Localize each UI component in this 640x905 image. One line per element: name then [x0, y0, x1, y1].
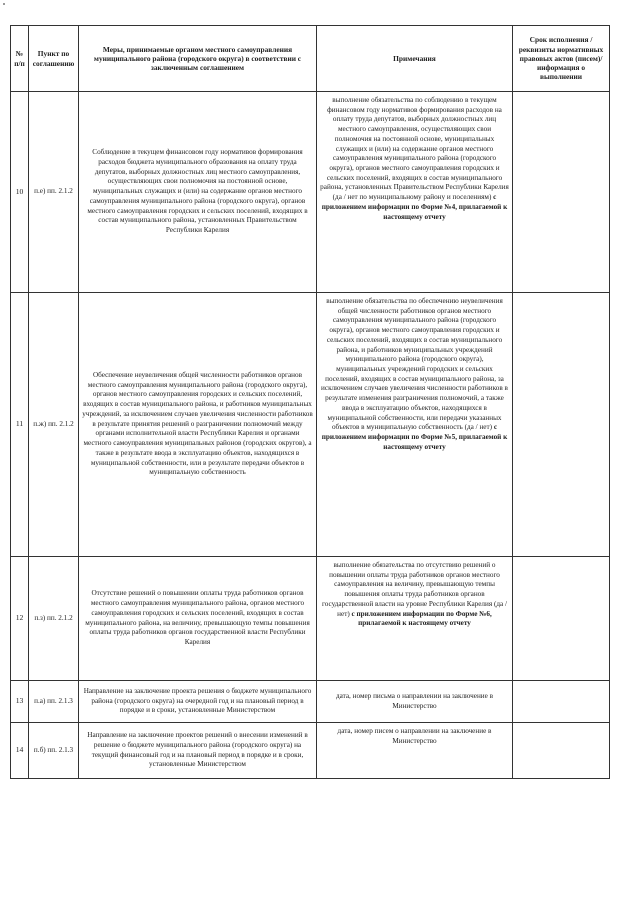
header-point: Пункт по соглашению: [29, 26, 79, 92]
header-notes: Примечания: [317, 26, 513, 92]
row-deadline: [513, 723, 610, 779]
note-attachment: с приложением информации по Форме №6, прилагаемой к настоящему отчету: [351, 609, 492, 628]
note-text: дата, номер письма о направлении на заключение в Министерство: [335, 691, 494, 710]
row-number: 13: [11, 681, 29, 723]
header-deadline: Срок исполнения / реквизиты нормативных правовых актов (писем)/ информация о выполнении: [513, 26, 610, 92]
row-number: 12: [11, 557, 29, 681]
row-note: [317, 557, 513, 681]
row-deadline: [513, 92, 610, 293]
row-measure: Обеспечение неувеличения общей численности работников органов местного самоуправления муниципального района (городского округа), органов местного самоуправления городских и сельских поселений, входящих в состав муниципального района, и работников муниципальных учреждений, за исключением случаев увеличения численности работников в результате принятия решений о разграничении полномочий между органами исполнительной власти Республики Карелия и органами местного самоуправления муниципальных районов (городских округов), а также в результате ввода в эксплуатацию объектов, находящихся в муниципальной собственности, или в результате передачи объектов в муниципальную собственность: [79, 293, 317, 557]
row-measure: Соблюдение в текущем финансовом году нормативов формирования расходов бюджета муниципального образования на оплату труда депутатов, выборных должностных лиц местного самоуправления, осуществляющих свои полномочия на постоянной основе, муниципальных служащих и (или) на содержание органов местного самоуправления муниципального района (городского округа), органов местного самоуправления городских и сельских поселений, входящих в состав муниципального района, установленных Правительством Республики Карелия: [79, 92, 317, 293]
row-deadline: [513, 293, 610, 557]
row-point: п.з) пп. 2.1.2: [29, 557, 79, 681]
header-measures: Меры, принимаемые органом местного самоуправления муниципального района (городского округа) в соответствии с заключенным соглашением: [79, 26, 317, 92]
row-point: п.а) пп. 2.1.3: [29, 681, 79, 723]
table-row: [11, 557, 610, 681]
row-note: [317, 92, 513, 293]
row-measure: Направление на заключение проекта решения о бюджете муниципального района (городского округа) на очередной год и на плановый период в порядке и в сроки, установленные Министерством: [79, 681, 317, 723]
row-note: [317, 681, 513, 723]
row-point: п.ж) пп. 2.1.2: [29, 293, 79, 557]
row-deadline: [513, 557, 610, 681]
report-table: [10, 25, 610, 779]
table-row: [11, 92, 610, 293]
row-number: 10: [11, 92, 29, 293]
table-header-row: [11, 26, 610, 92]
row-note: [317, 293, 513, 557]
note-text: выполнение обязательства по обеспечению неувеличения общей численности работников органов местного самоуправления муниципального района (городского округа), органов местного самоуправления городских и сельских поселений, входящих в состав муниципального района, и работников муниципальных учреждений муниципального района (городского округа), муниципальных учреждений городских и сельских поселений, входящих в состав муниципального района, за исключением случаев увеличения численности работников в результате изменения разграничения полномочий, а также ввода в эксплуатацию объектов, находящихся в муниципальной собственности, или передачи указанных объектов в муниципальную собственность (да / нет): [321, 297, 508, 432]
note-text: выполнение обязательства по соблюдению в текущем финансовом году нормативов формирования расходов на оплату труда депутатов, выборных должностных лиц местного самоуправления, осуществляющих свои полномочия на постоянной основе, муниципальных служащих и (или) на содержание органов местного самоуправления муниципального района (городского округа), органов местного самоуправления городских и сельских поселений, входящих в состав муниципального района, установленных Правительством Республики Карелия (да / нет по муниципальному району и поселениям): [320, 96, 509, 202]
row-deadline: [513, 681, 610, 723]
table-row: [11, 293, 610, 557]
row-measure: Направление на заключение проектов решений о внесении изменений в решение о бюджете муниципального района (городского округа) на текущий финансовый год и на плановый период в порядке и в сроки, установленные Министерством: [79, 723, 317, 779]
row-measure: Отсутствие решений о повышении оплаты труда работников органов местного самоуправления муниципального района, органов местного самоуправления городских и сельских поселений, входящих в состав муниципального района, на величину, превышающую темпы повышения оплаты труда работников органов государственной власти Республики Карелия: [79, 557, 317, 681]
row-number: 11: [11, 293, 29, 557]
row-number: 14: [11, 723, 29, 779]
note-text: дата, номер писем о направлении на заключение в Министерство: [337, 727, 492, 745]
scan-speck: [3, 3, 5, 5]
header-number: № п/п: [11, 26, 29, 92]
row-note: [317, 723, 513, 779]
row-point: п.е) пп. 2.1.2: [29, 92, 79, 293]
note-text: выполнение обязательства по отсутствию решений о повышении оплаты труда работников органов местного самоуправления на величину, превышающую темпы повышения оплаты труда работников органов государственной власти на уровне Республики Карелия (да / нет): [321, 561, 507, 618]
note-attachment: с приложением информации по Форме №4, прилагаемой к настоящему отчету: [321, 193, 508, 221]
table-row: [11, 723, 610, 779]
note-attachment: с приложением информации по Форме №5, прилагаемой к настоящему отчету: [321, 423, 508, 451]
table-row: [11, 681, 610, 723]
row-point: п.б) пп. 2.1.3: [29, 723, 79, 779]
